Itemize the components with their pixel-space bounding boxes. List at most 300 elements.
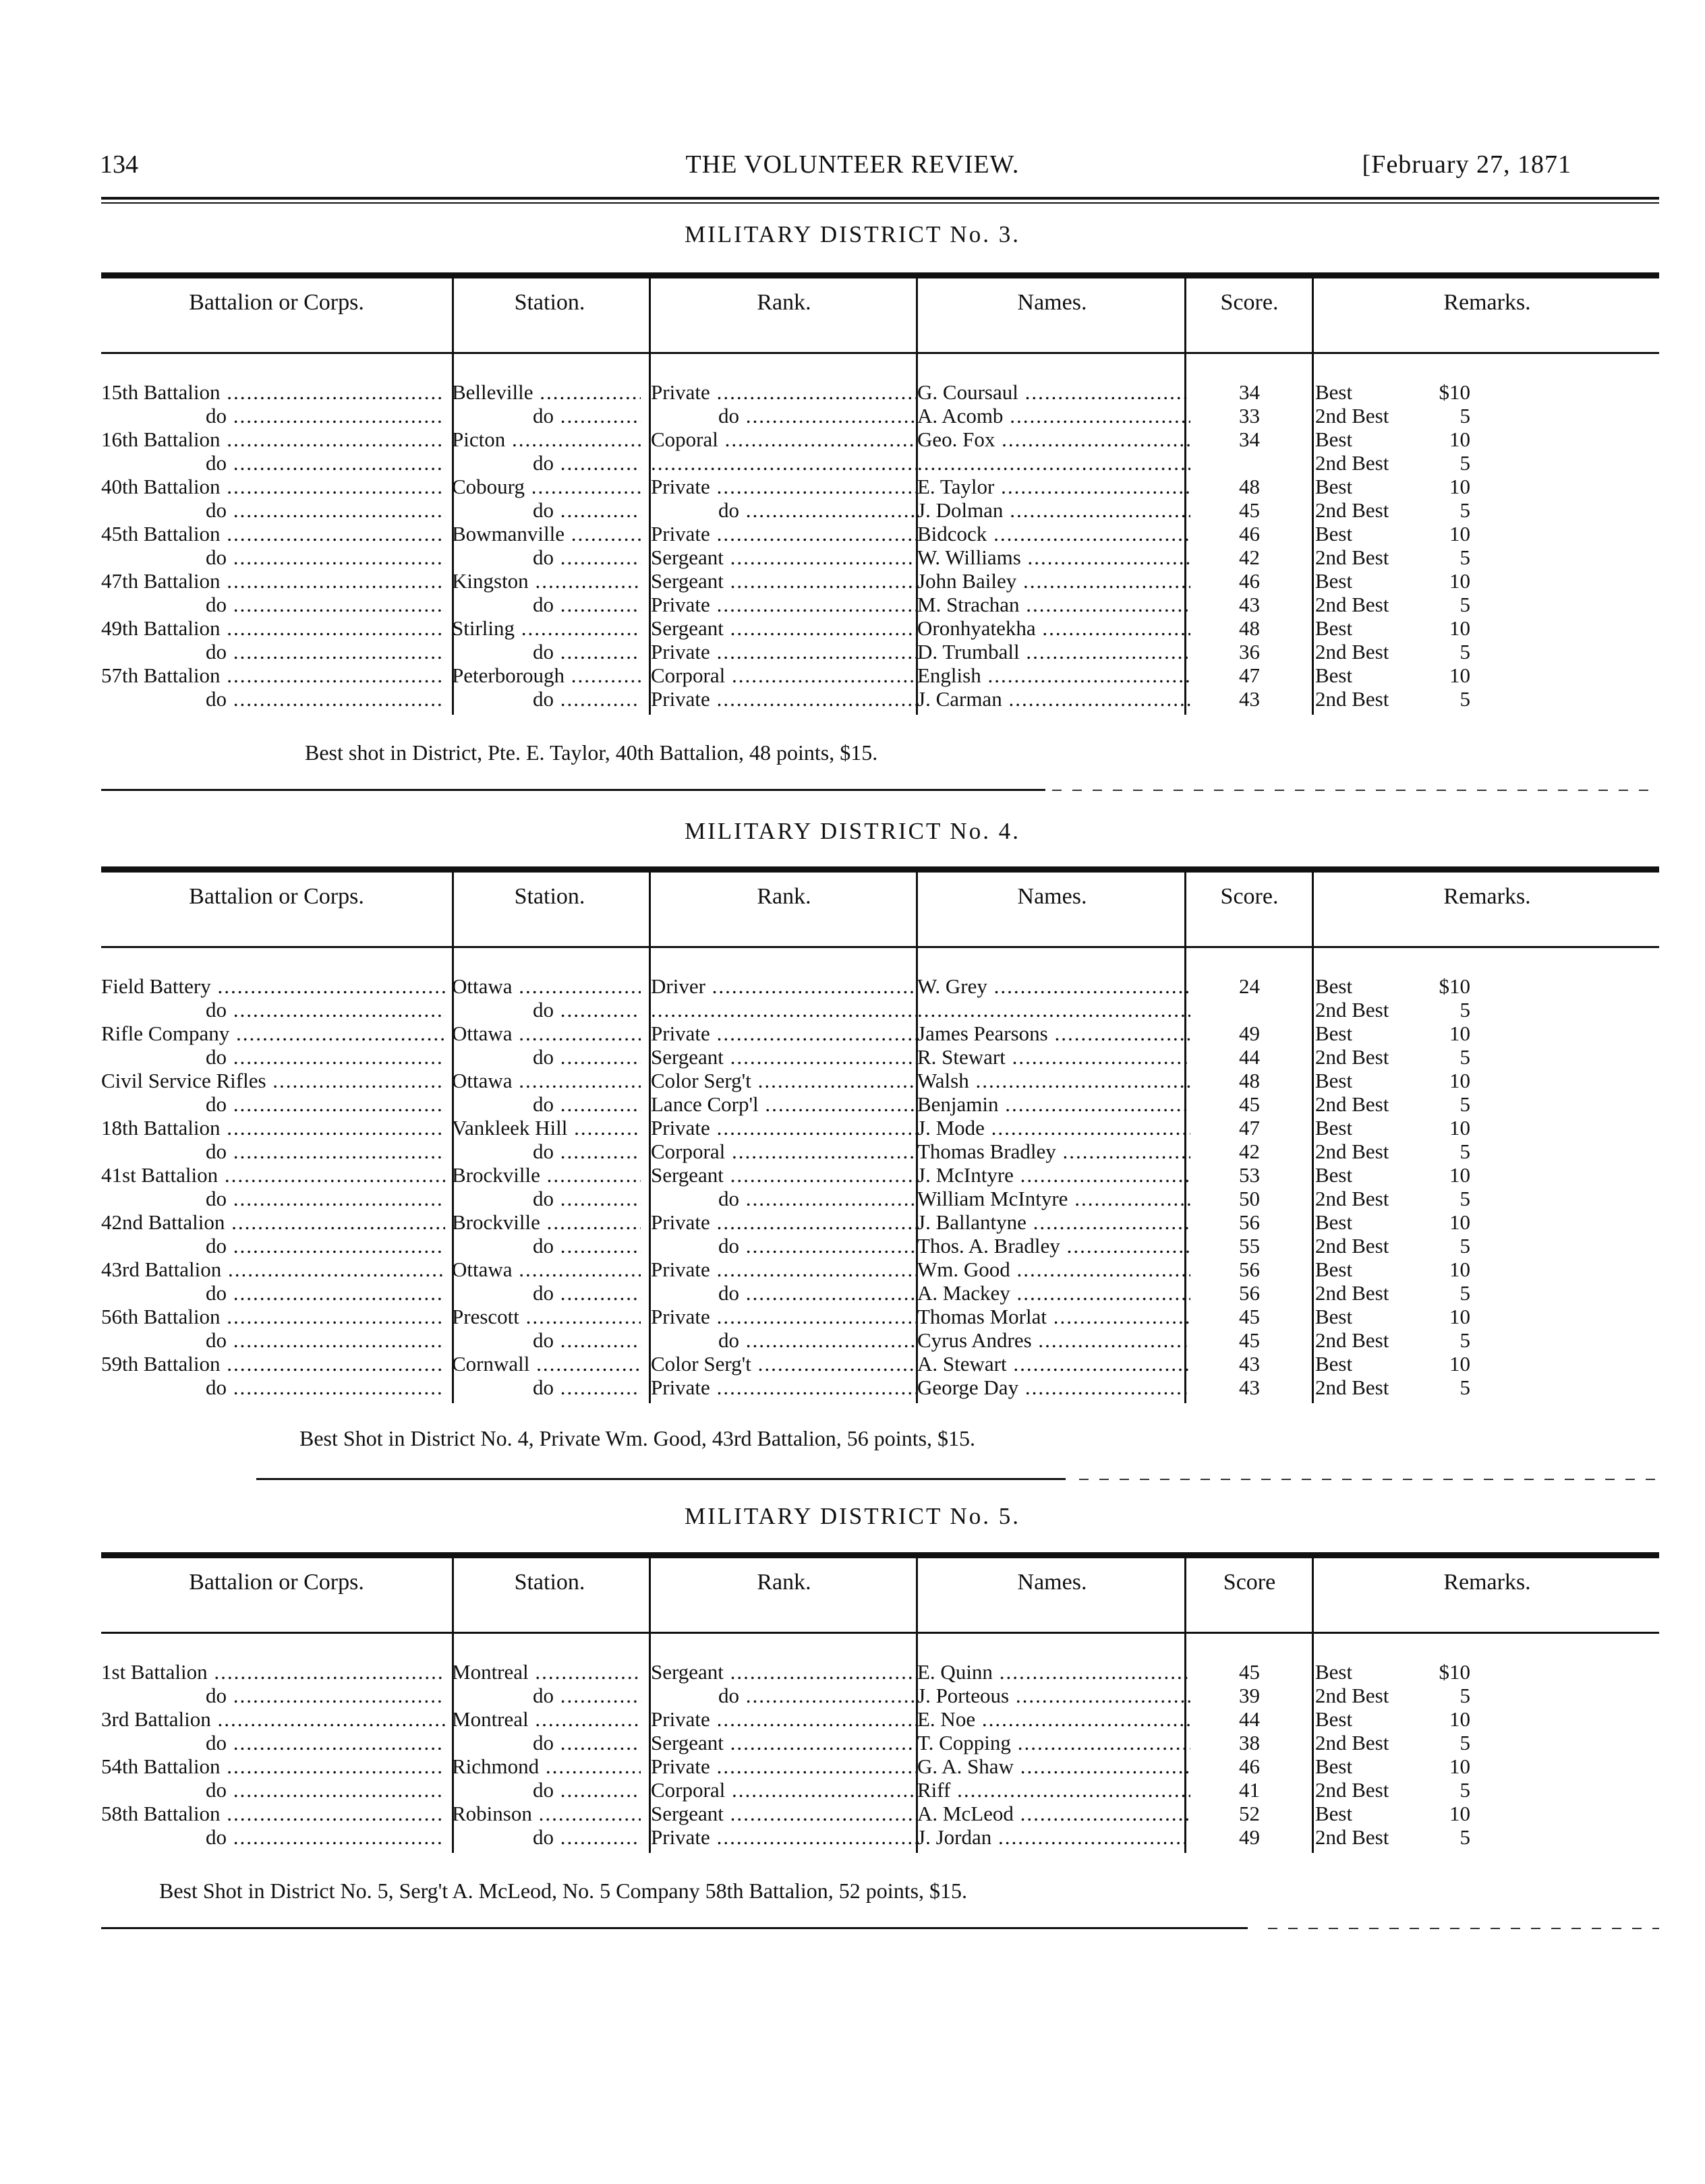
table-row bbox=[101, 1660, 1659, 1684]
remarks-cell bbox=[1315, 1234, 1470, 1258]
name-cell: Thos. A. Bradley ..... bbox=[917, 1234, 1190, 1258]
name-cell: D. Trumball ..... bbox=[917, 640, 1190, 663]
table-row bbox=[101, 974, 1659, 998]
name-cell: G. Coursaul ..... bbox=[917, 380, 1190, 404]
battalion-cell: do ..... bbox=[101, 593, 445, 616]
column-header-battalion: Battalion or Corps. bbox=[189, 884, 364, 909]
rank-cell: Sergeant ..... bbox=[651, 1163, 917, 1187]
table-row bbox=[101, 1305, 1659, 1328]
remarks-label: 2nd Best bbox=[1315, 1731, 1389, 1754]
name-cell: Thomas Morlat ..... bbox=[917, 1305, 1190, 1328]
table-row bbox=[101, 1352, 1659, 1376]
remarks-cell bbox=[1315, 451, 1470, 475]
score-cell: 56 bbox=[1239, 1210, 1260, 1234]
battalion-cell: 42nd Battalion ..... bbox=[101, 1210, 445, 1234]
name-cell bbox=[917, 998, 1190, 1022]
remarks-label: 2nd Best bbox=[1315, 1234, 1389, 1258]
remarks-cell bbox=[1315, 1376, 1470, 1399]
rank-cell: Lance Corp'l ..... bbox=[651, 1092, 917, 1116]
station-cell: Robinson ..... bbox=[452, 1802, 641, 1825]
table-row bbox=[101, 451, 1659, 475]
table-row bbox=[101, 404, 1659, 427]
rank-cell: Private ..... bbox=[651, 1210, 917, 1234]
prize-amount: 5 bbox=[1460, 1092, 1470, 1116]
column-header-names: Names. bbox=[1017, 290, 1087, 315]
prize-amount: 5 bbox=[1460, 1376, 1470, 1399]
table-row bbox=[101, 1376, 1659, 1399]
score-cell: 56 bbox=[1239, 1258, 1260, 1281]
rank-cell: Private ..... bbox=[651, 640, 917, 663]
remarks-cell bbox=[1315, 593, 1470, 616]
table-row bbox=[101, 380, 1659, 404]
battalion-cell: 49th Battalion ..... bbox=[101, 616, 445, 640]
remarks-cell bbox=[1315, 404, 1470, 427]
remarks-label: Best bbox=[1315, 616, 1353, 640]
name-cell: William McIntyre ..... bbox=[917, 1187, 1190, 1210]
station-cell: do ..... bbox=[452, 404, 641, 427]
station-cell: Richmond ..... bbox=[452, 1754, 641, 1778]
battalion-cell: 40th Battalion ..... bbox=[101, 475, 445, 498]
name-cell: J. McIntyre ..... bbox=[917, 1163, 1190, 1187]
station-cell: do ..... bbox=[452, 1684, 641, 1707]
rank-cell: Sergeant ..... bbox=[651, 1731, 917, 1754]
remarks-label: 2nd Best bbox=[1315, 1328, 1389, 1352]
section-rule-dashed bbox=[1052, 790, 1659, 791]
battalion-cell: do ..... bbox=[101, 1731, 445, 1754]
rank-cell: Private ..... bbox=[651, 380, 917, 404]
score-cell: 52 bbox=[1239, 1802, 1260, 1825]
column-header-rank: Rank. bbox=[757, 1570, 811, 1595]
remarks-cell bbox=[1315, 1825, 1470, 1849]
remarks-label: Best bbox=[1315, 1305, 1353, 1328]
battalion-cell: 57th Battalion ..... bbox=[101, 663, 445, 687]
prize-amount: 5 bbox=[1460, 1825, 1470, 1849]
battalion-cell: 3rd Battalion ..... bbox=[101, 1707, 445, 1731]
score-cell: 47 bbox=[1239, 663, 1260, 687]
remarks-label: Best bbox=[1315, 1802, 1353, 1825]
score-cell: 43 bbox=[1239, 1376, 1260, 1399]
remarks-label: 2nd Best bbox=[1315, 1376, 1389, 1399]
station-cell: Stirling ..... bbox=[452, 616, 641, 640]
score-cell: 49 bbox=[1239, 1022, 1260, 1045]
station-cell: Ottawa ..... bbox=[452, 1258, 641, 1281]
score-cell: 36 bbox=[1239, 640, 1260, 663]
section-rule bbox=[101, 1927, 1248, 1929]
table-row bbox=[101, 1754, 1659, 1778]
prize-amount: 5 bbox=[1460, 1187, 1470, 1210]
name-cell: J. Ballantyne ..... bbox=[917, 1210, 1190, 1234]
score-cell: 43 bbox=[1239, 1352, 1260, 1376]
battalion-cell: do ..... bbox=[101, 1234, 445, 1258]
column-header-battalion: Battalion or Corps. bbox=[189, 1570, 364, 1595]
name-cell: J. Dolman ..... bbox=[917, 498, 1190, 522]
prize-amount: 10 bbox=[1449, 1069, 1470, 1092]
battalion-cell: do ..... bbox=[101, 1825, 445, 1849]
table-row bbox=[101, 1281, 1659, 1305]
battalion-cell: 58th Battalion ..... bbox=[101, 1802, 445, 1825]
rank-cell: Corporal ..... bbox=[651, 663, 917, 687]
rank-cell: Sergeant ..... bbox=[651, 545, 917, 569]
prize-amount: 10 bbox=[1449, 522, 1470, 545]
station-cell: Prescott ..... bbox=[452, 1305, 641, 1328]
score-cell: 34 bbox=[1239, 427, 1260, 451]
battalion-cell: 56th Battalion ..... bbox=[101, 1305, 445, 1328]
prize-amount: 10 bbox=[1449, 1352, 1470, 1376]
battalion-cell: 43rd Battalion ..... bbox=[101, 1258, 445, 1281]
table-row bbox=[101, 1187, 1659, 1210]
battalion-cell: do ..... bbox=[101, 1328, 445, 1352]
remarks-cell bbox=[1315, 1022, 1470, 1045]
table-row bbox=[101, 1825, 1659, 1849]
rank-cell: Private ..... bbox=[651, 687, 917, 711]
station-cell: Cornwall ..... bbox=[452, 1352, 641, 1376]
prize-amount: 5 bbox=[1460, 1328, 1470, 1352]
column-header-score: Score. bbox=[1220, 884, 1279, 909]
column-header-battalion: Battalion or Corps. bbox=[189, 290, 364, 315]
name-cell: Wm. Good ..... bbox=[917, 1258, 1190, 1281]
page-number: 134 bbox=[100, 150, 138, 179]
header-underline bbox=[101, 946, 1659, 948]
rank-cell: Private ..... bbox=[651, 522, 917, 545]
score-cell: 41 bbox=[1239, 1778, 1260, 1802]
prize-amount: 5 bbox=[1460, 998, 1470, 1022]
score-cell: 48 bbox=[1239, 616, 1260, 640]
score-cell: 48 bbox=[1239, 475, 1260, 498]
rank-cell: do ..... bbox=[651, 404, 917, 427]
station-cell: do ..... bbox=[452, 498, 641, 522]
name-cell: John Bailey ..... bbox=[917, 569, 1190, 593]
station-cell: Cobourg ..... bbox=[452, 475, 641, 498]
table-row bbox=[101, 640, 1659, 663]
station-cell: do ..... bbox=[452, 1187, 641, 1210]
table-row bbox=[101, 593, 1659, 616]
rank-cell bbox=[651, 998, 917, 1022]
table-row bbox=[101, 1210, 1659, 1234]
score-cell: 44 bbox=[1239, 1707, 1260, 1731]
remarks-label: 2nd Best bbox=[1315, 404, 1389, 427]
remarks-cell bbox=[1315, 1116, 1470, 1140]
station-cell: Montreal ..... bbox=[452, 1707, 641, 1731]
name-cell: English ..... bbox=[917, 663, 1190, 687]
table-row bbox=[101, 1707, 1659, 1731]
name-cell: E. Noe ..... bbox=[917, 1707, 1190, 1731]
station-cell: do ..... bbox=[452, 1731, 641, 1754]
station-cell: Vankleek Hill ..... bbox=[452, 1116, 641, 1140]
score-cell: 46 bbox=[1239, 569, 1260, 593]
remarks-cell bbox=[1315, 616, 1470, 640]
remarks-cell bbox=[1315, 687, 1470, 711]
remarks-cell bbox=[1315, 1187, 1470, 1210]
station-cell: Picton ..... bbox=[452, 427, 641, 451]
rank-cell: do ..... bbox=[651, 1234, 917, 1258]
column-header-names: Names. bbox=[1017, 884, 1087, 909]
table-row bbox=[101, 616, 1659, 640]
name-cell: Bidcock ..... bbox=[917, 522, 1190, 545]
rank-cell: Private ..... bbox=[651, 1116, 917, 1140]
name-cell: G. A. Shaw ..... bbox=[917, 1754, 1190, 1778]
prize-amount: 5 bbox=[1460, 1140, 1470, 1163]
name-cell: R. Stewart ..... bbox=[917, 1045, 1190, 1069]
score-cell: 44 bbox=[1239, 1045, 1260, 1069]
station-cell: do ..... bbox=[452, 687, 641, 711]
score-cell: 42 bbox=[1239, 1140, 1260, 1163]
prize-amount: 5 bbox=[1460, 451, 1470, 475]
prize-amount: 5 bbox=[1460, 1778, 1470, 1802]
rank-cell: do ..... bbox=[651, 1684, 917, 1707]
score-cell: 45 bbox=[1239, 1092, 1260, 1116]
prize-amount: 10 bbox=[1449, 475, 1470, 498]
rank-cell: Private ..... bbox=[651, 475, 917, 498]
rank-cell bbox=[651, 451, 917, 475]
table-row bbox=[101, 1328, 1659, 1352]
rank-cell: Driver ..... bbox=[651, 974, 917, 998]
remarks-cell bbox=[1315, 380, 1470, 404]
remarks-label: Best bbox=[1315, 1069, 1353, 1092]
station-cell: do ..... bbox=[452, 998, 641, 1022]
rank-cell: Sergeant ..... bbox=[651, 1045, 917, 1069]
station-cell: Ottawa ..... bbox=[452, 1022, 641, 1045]
rank-cell: do ..... bbox=[651, 1328, 917, 1352]
remarks-label: Best bbox=[1315, 569, 1353, 593]
prize-amount: $10 bbox=[1439, 974, 1470, 998]
rank-cell: Private ..... bbox=[651, 1707, 917, 1731]
remarks-label: 2nd Best bbox=[1315, 1825, 1389, 1849]
remarks-label: Best bbox=[1315, 427, 1353, 451]
table-row bbox=[101, 1684, 1659, 1707]
district-4-best-shot: Best Shot in District No. 4, Private Wm. Good, 43rd Battalion, 56 points, $15. bbox=[299, 1426, 976, 1450]
name-cell: T. Copping ..... bbox=[917, 1731, 1190, 1754]
name-cell: James Pearsons ..... bbox=[917, 1022, 1190, 1045]
table-row bbox=[101, 1022, 1659, 1045]
remarks-cell bbox=[1315, 1069, 1470, 1092]
table-row bbox=[101, 522, 1659, 545]
column-header-rank: Rank. bbox=[757, 884, 811, 909]
station-cell: Brockville ..... bbox=[452, 1163, 641, 1187]
remarks-label: Best bbox=[1315, 1352, 1353, 1376]
district-3-table bbox=[101, 272, 1659, 717]
header-rule bbox=[101, 197, 1659, 200]
battalion-cell: do ..... bbox=[101, 1045, 445, 1069]
name-cell: W. Grey ..... bbox=[917, 974, 1190, 998]
remarks-cell bbox=[1315, 974, 1470, 998]
remarks-label: 2nd Best bbox=[1315, 1092, 1389, 1116]
remarks-cell bbox=[1315, 1305, 1470, 1328]
remarks-cell bbox=[1315, 1092, 1470, 1116]
score-cell: 33 bbox=[1239, 404, 1260, 427]
remarks-label: Best bbox=[1315, 1660, 1353, 1684]
station-cell: do ..... bbox=[452, 1376, 641, 1399]
prize-amount: 10 bbox=[1449, 1754, 1470, 1778]
station-cell: do ..... bbox=[452, 1778, 641, 1802]
name-cell: Geo. Fox ..... bbox=[917, 427, 1190, 451]
battalion-cell: 59th Battalion ..... bbox=[101, 1352, 445, 1376]
rank-cell: do ..... bbox=[651, 1281, 917, 1305]
publication-title: THE VOLUNTEER REVIEW. bbox=[685, 150, 1020, 179]
battalion-cell: 41st Battalion ..... bbox=[101, 1163, 445, 1187]
remarks-label: 2nd Best bbox=[1315, 451, 1389, 475]
remarks-label: Best bbox=[1315, 1707, 1353, 1731]
remarks-label: Best bbox=[1315, 974, 1353, 998]
remarks-label: Best bbox=[1315, 1163, 1353, 1187]
remarks-label: Best bbox=[1315, 522, 1353, 545]
district-3-best-shot: Best shot in District, Pte. E. Taylor, 40th Battalion, 48 points, $15. bbox=[305, 740, 878, 765]
score-cell: 45 bbox=[1239, 1660, 1260, 1684]
battalion-cell: do ..... bbox=[101, 1376, 445, 1399]
prize-amount: 5 bbox=[1460, 545, 1470, 569]
battalion-cell: Rifle Company ..... bbox=[101, 1022, 445, 1045]
table-row bbox=[101, 687, 1659, 711]
remarks-cell bbox=[1315, 1707, 1470, 1731]
score-cell bbox=[1187, 451, 1312, 475]
section-rule-dashed bbox=[1079, 1479, 1659, 1480]
remarks-label: 2nd Best bbox=[1315, 1281, 1389, 1305]
remarks-cell bbox=[1315, 545, 1470, 569]
prize-amount: 10 bbox=[1449, 1022, 1470, 1045]
station-cell: do ..... bbox=[452, 593, 641, 616]
prize-amount: 10 bbox=[1449, 1116, 1470, 1140]
column-header-station: Station. bbox=[514, 290, 585, 315]
score-cell: 56 bbox=[1239, 1281, 1260, 1305]
station-cell: do ..... bbox=[452, 1825, 641, 1849]
battalion-cell: Civil Service Rifles ..... bbox=[101, 1069, 445, 1092]
header-underline bbox=[101, 1632, 1659, 1634]
rank-cell: Sergeant ..... bbox=[651, 1802, 917, 1825]
table-row bbox=[101, 498, 1659, 522]
rank-cell: Corporal ..... bbox=[651, 1140, 917, 1163]
battalion-cell: 1st Battalion ..... bbox=[101, 1660, 445, 1684]
prize-amount: 10 bbox=[1449, 1258, 1470, 1281]
remarks-label: Best bbox=[1315, 475, 1353, 498]
name-cell: A. Acomb ..... bbox=[917, 404, 1190, 427]
score-cell: 34 bbox=[1239, 380, 1260, 404]
table-row bbox=[101, 545, 1659, 569]
issue-date: [February 27, 1871 bbox=[1362, 150, 1571, 179]
prize-amount: 5 bbox=[1460, 1281, 1470, 1305]
station-cell: Kingston ..... bbox=[452, 569, 641, 593]
district-5-table bbox=[101, 1552, 1659, 1862]
remarks-cell bbox=[1315, 427, 1470, 451]
rank-cell: Color Serg't ..... bbox=[651, 1352, 917, 1376]
name-cell bbox=[917, 451, 1190, 475]
prize-amount: 5 bbox=[1460, 498, 1470, 522]
header-underline bbox=[101, 352, 1659, 354]
remarks-cell bbox=[1315, 1684, 1470, 1707]
battalion-cell: do ..... bbox=[101, 1092, 445, 1116]
prize-amount: 10 bbox=[1449, 1802, 1470, 1825]
station-cell: do ..... bbox=[452, 545, 641, 569]
table-row bbox=[101, 1802, 1659, 1825]
remarks-cell bbox=[1315, 1328, 1470, 1352]
table-row bbox=[101, 1778, 1659, 1802]
table-row bbox=[101, 663, 1659, 687]
battalion-cell: do ..... bbox=[101, 1140, 445, 1163]
remarks-label: 2nd Best bbox=[1315, 998, 1389, 1022]
battalion-cell: do ..... bbox=[101, 498, 445, 522]
column-header-remarks: Remarks. bbox=[1443, 1570, 1531, 1595]
column-header-remarks: Remarks. bbox=[1443, 884, 1531, 909]
remarks-cell bbox=[1315, 1754, 1470, 1778]
remarks-label: Best bbox=[1315, 663, 1353, 687]
remarks-label: 2nd Best bbox=[1315, 1187, 1389, 1210]
column-header-names: Names. bbox=[1017, 1570, 1087, 1595]
station-cell: Belleville ..... bbox=[452, 380, 641, 404]
remarks-cell bbox=[1315, 998, 1470, 1022]
score-cell: 38 bbox=[1239, 1731, 1260, 1754]
score-cell: 47 bbox=[1239, 1116, 1260, 1140]
battalion-cell: 15th Battalion ..... bbox=[101, 380, 445, 404]
column-header-score: Score bbox=[1223, 1570, 1276, 1595]
station-cell: do ..... bbox=[452, 1092, 641, 1116]
prize-amount: 10 bbox=[1449, 616, 1470, 640]
score-cell: 53 bbox=[1239, 1163, 1260, 1187]
remarks-label: 2nd Best bbox=[1315, 498, 1389, 522]
remarks-label: Best bbox=[1315, 1754, 1353, 1778]
district-4-title: MILITARY DISTRICT No. 4. bbox=[685, 818, 1020, 844]
battalion-cell: do ..... bbox=[101, 640, 445, 663]
column-header-remarks: Remarks. bbox=[1443, 290, 1531, 315]
table-row bbox=[101, 1116, 1659, 1140]
name-cell: J. Porteous ..... bbox=[917, 1684, 1190, 1707]
remarks-cell bbox=[1315, 1140, 1470, 1163]
prize-amount: 5 bbox=[1460, 1045, 1470, 1069]
remarks-cell bbox=[1315, 1258, 1470, 1281]
prize-amount: 5 bbox=[1460, 404, 1470, 427]
prize-amount: $10 bbox=[1439, 1660, 1470, 1684]
score-cell: 46 bbox=[1239, 522, 1260, 545]
score-cell: 45 bbox=[1239, 498, 1260, 522]
score-cell: 43 bbox=[1239, 593, 1260, 616]
rank-cell: Private ..... bbox=[651, 1754, 917, 1778]
prize-amount: 5 bbox=[1460, 1234, 1470, 1258]
district-5-best-shot: Best Shot in District No. 5, Serg't A. McLeod, No. 5 Company 58th Battalion, 52 points, $15. bbox=[159, 1879, 968, 1903]
table-row bbox=[101, 1140, 1659, 1163]
table-row bbox=[101, 1092, 1659, 1116]
station-cell: Peterborough ..... bbox=[452, 663, 641, 687]
name-cell: George Day ..... bbox=[917, 1376, 1190, 1399]
name-cell: W. Williams ..... bbox=[917, 545, 1190, 569]
remarks-label: Best bbox=[1315, 1022, 1353, 1045]
rank-cell: Private ..... bbox=[651, 1305, 917, 1328]
district-4-table bbox=[101, 866, 1659, 1406]
table-row bbox=[101, 1234, 1659, 1258]
prize-amount: 10 bbox=[1449, 1163, 1470, 1187]
rank-cell: Private ..... bbox=[651, 1825, 917, 1849]
score-cell: 39 bbox=[1239, 1684, 1260, 1707]
station-cell: do ..... bbox=[452, 640, 641, 663]
station-cell: Montreal ..... bbox=[452, 1660, 641, 1684]
rank-cell: Private ..... bbox=[651, 1258, 917, 1281]
prize-amount: 5 bbox=[1460, 640, 1470, 663]
station-cell: do ..... bbox=[452, 1328, 641, 1352]
table-row bbox=[101, 569, 1659, 593]
score-cell: 24 bbox=[1239, 974, 1260, 998]
name-cell: Benjamin ..... bbox=[917, 1092, 1190, 1116]
table-row bbox=[101, 1163, 1659, 1187]
remarks-label: 2nd Best bbox=[1315, 1778, 1389, 1802]
station-cell: Brockville ..... bbox=[452, 1210, 641, 1234]
remarks-cell bbox=[1315, 569, 1470, 593]
remarks-cell bbox=[1315, 1281, 1470, 1305]
battalion-cell: do ..... bbox=[101, 998, 445, 1022]
remarks-label: 2nd Best bbox=[1315, 1684, 1389, 1707]
table-row bbox=[101, 475, 1659, 498]
battalion-cell: do ..... bbox=[101, 545, 445, 569]
rank-cell: Sergeant ..... bbox=[651, 569, 917, 593]
remarks-cell bbox=[1315, 1731, 1470, 1754]
station-cell: do ..... bbox=[452, 451, 641, 475]
score-cell bbox=[1187, 998, 1312, 1022]
name-cell: J. Carman ..... bbox=[917, 687, 1190, 711]
